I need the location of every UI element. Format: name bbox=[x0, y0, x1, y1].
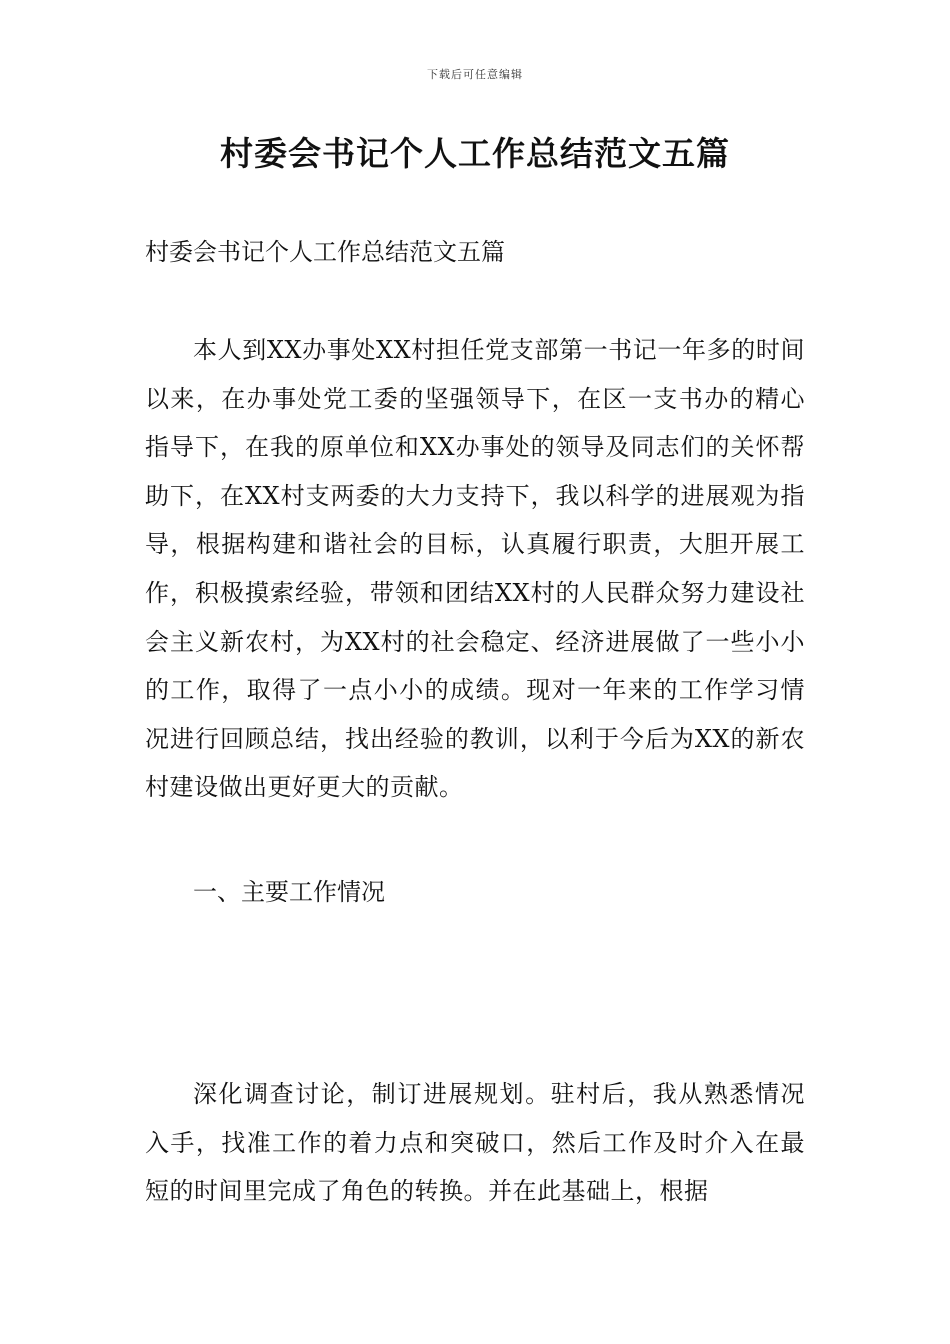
header-note: 下载后可任意编辑 bbox=[427, 68, 523, 81]
section-body-paragraph: 深化调查讨论，制订进展规划。驻村后，我从熟悉情况入手，找准工作的着力点和突破口，然后工作及时介入在最短的时间里完成了角色的转换。并在此基础上，根据 bbox=[145, 1080, 805, 1206]
document-subtitle: 村委会书记个人工作总结范文五篇 bbox=[145, 238, 505, 266]
document-title: 村委会书记个人工作总结范文五篇 bbox=[220, 134, 730, 173]
intro-paragraph: 本人到XX办事处XX村担任党支部第一书记一年多的时间以来，在办事处党工委的坚强领导下，在区一支书办的精心指导下，在我的原单位和XX办事处的领导及同志们的关怀帮助下，在XX村支两委的大力支持下，我以科学的进展观为指导，根据构建和谐社会的目标，认真履行职责，大胆开展工作，积极摸索经验，带领和团结XX村的人民群众努力建设社会主义新农村，为XX村的社会稳定、经济进展做了一些小小的工作，取得了一点小小的成绩。现对一年来的工作学习情况进行回顾总结，找出经验的教训，以利于今后为XX的新农村建设做出更好更大的贡献。 bbox=[145, 336, 805, 802]
section-heading: 一、主要工作情况 bbox=[193, 878, 385, 906]
